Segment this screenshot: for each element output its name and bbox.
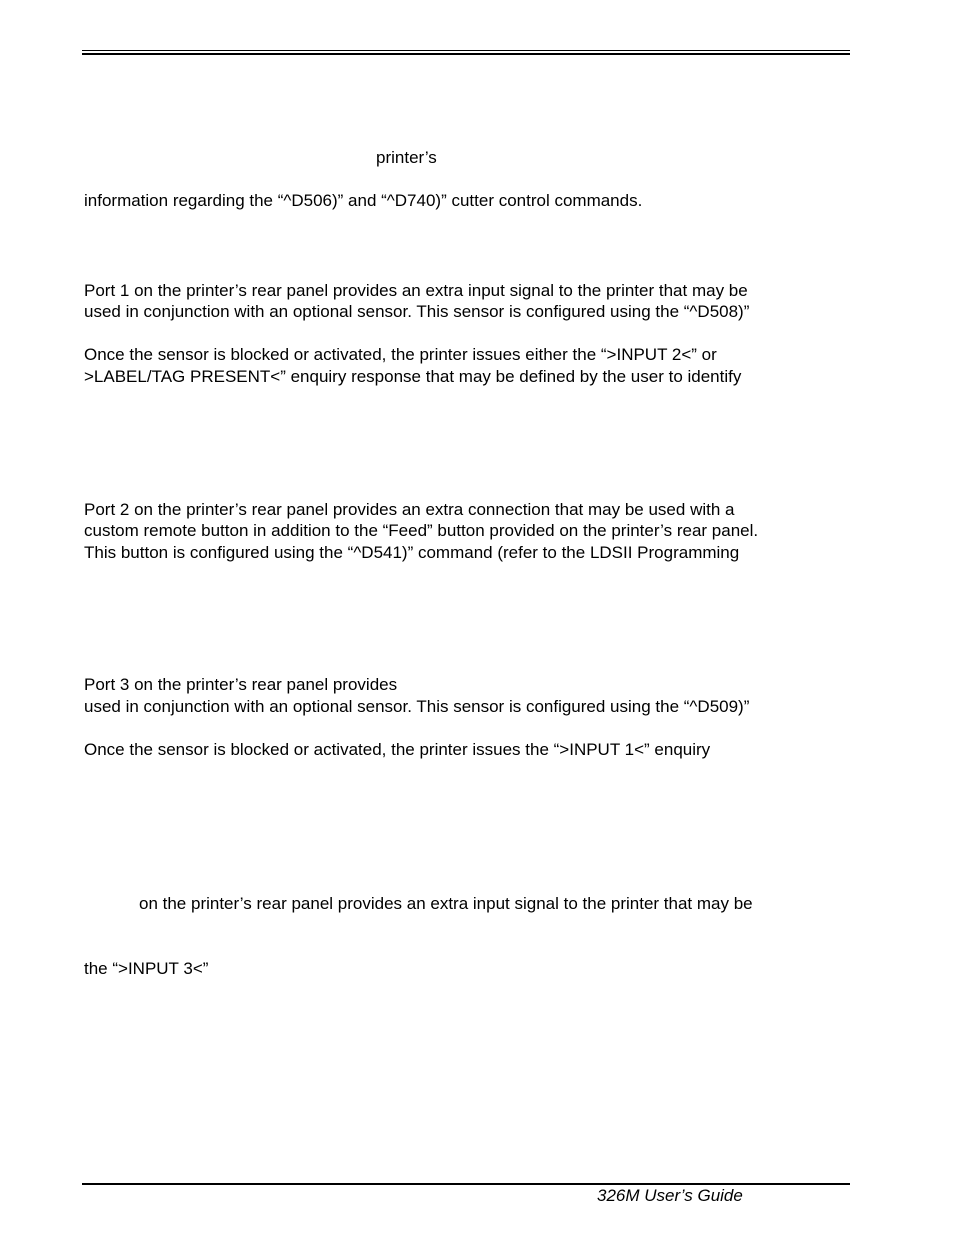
- port2-text-line3: This button is configured using the “^D541)” command (refer to the LDSII Programming: [84, 543, 740, 562]
- port3-text-line2: used in conjunction with an optional sensor. This sensor is configured using the “^D509)”: [84, 697, 750, 716]
- port4-text-line2: the “>INPUT 3<”: [84, 959, 209, 978]
- port1-text-line1: Port 1 on the printer’s rear panel provides an extra input signal to the printer that may be: [84, 281, 748, 300]
- port2-text-line2: custom remote button in addition to the “Feed” button provided on the printer’s rear panel.: [84, 521, 759, 540]
- header-rule-thick: [82, 53, 850, 55]
- port3-text-line3: Once the sensor is blocked or activated, the printer issues the “>INPUT 1<” enquiry: [84, 740, 711, 759]
- header-rule-thin: [82, 50, 850, 51]
- cutter-info-text: information regarding the “^D506)” and “^D740)” cutter control commands.: [84, 191, 643, 210]
- port4-text-line1: on the printer’s rear panel provides an extra input signal to the printer that may be: [139, 894, 753, 913]
- port1-text-line3: Once the sensor is blocked or activated, the printer issues either the “>INPUT 2<” or: [84, 345, 717, 364]
- footer-guide-title: 326M User’s Guide: [597, 1186, 743, 1205]
- cutter-fragment-text: printer’s: [376, 148, 437, 167]
- port1-text-line4: >LABEL/TAG PRESENT<” enquiry response that may be defined by the user to identify: [84, 367, 742, 386]
- port3-text-line1: Port 3 on the printer’s rear panel provides: [84, 675, 398, 694]
- port1-text-line2: used in conjunction with an optional sensor. This sensor is configured using the “^D508)”: [84, 302, 750, 321]
- port2-text-line1: Port 2 on the printer’s rear panel provides an extra connection that may be used with a: [84, 500, 735, 519]
